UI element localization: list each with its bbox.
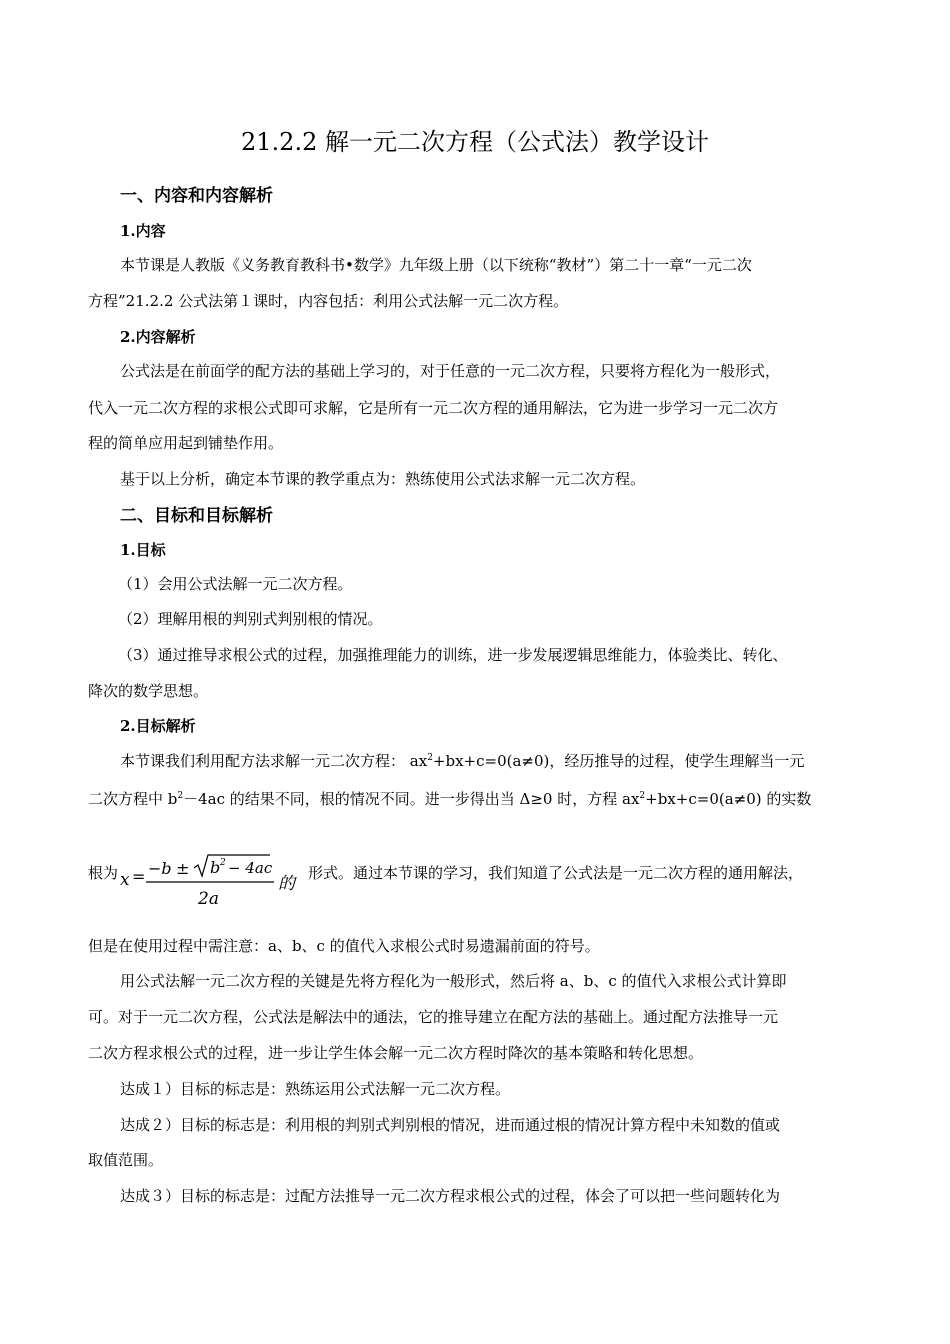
paragraph-line [88,788,868,810]
text-run: 根为 [88,864,119,882]
paragraph-line: 程的简单应用起到铺垫作用。 [88,434,284,452]
paragraph-line: 用公式法解一元二次方程的关键是先将方程化为一般形式，然后将 a、b、c 的值代入求根公式计算即 [120,972,787,990]
subheading-content: 1.内容 [120,222,166,240]
goal-item: （3）通过推导求根公式的过程，加强推理能力的训练，进一步发展逻辑思维能力，体验类比、转化、 [118,646,788,664]
section-heading-1: 一、内容和内容解析 [120,186,273,206]
paragraph-line: 公式法是在前面学的配方法的基础上学习的，对于任意的一元二次方程，只要将方程化为一般形式， [120,362,781,380]
formula-radicand-sup: 2 [220,858,226,868]
goal-item: （2）理解用根的判别式判别根的情况。 [118,610,383,628]
paragraph-line: 形式。通过本节课的学习，我们知道了公式法是一元二次方程的通用解法， [308,864,804,882]
paragraph-line: 二次方程求根公式的过程，进一步让学生体会解一元二次方程时降次的基本策略和转化思想。 [88,1044,704,1062]
page-title: 21.2.2 解一元二次方程（公式法）教学设计 [241,128,709,156]
paragraph-line: 基于以上分析，确定本节课的教学重点为：熟练使用公式法求解一元二次方程。 [120,470,646,488]
paragraph-line: 代入一元二次方程的求根公式即可求解，它是所有一元二次方程的通用解法，它为进一步学习一元二次方 [88,399,779,417]
paragraph-line: 达成１）目标的标志是：熟练运用公式法解一元二次方程。 [120,1080,511,1098]
formula-minus-b: −b [148,859,172,878]
superscript: 2 [427,753,433,763]
paragraph-line: 取值范围。 [88,1151,164,1169]
superscript: 2 [177,791,184,801]
paragraph-line [88,750,900,772]
paragraph-line: 方程”21.2.2 公式法第１课时，内容包括：利用公式法解一元二次方程。 [88,292,569,310]
text-run: +bx+c=0(a≠0) 的实数 [645,790,812,808]
text-run: －4ac 的结果不同，根的情况不同。进一步得出当 Δ≥0 时，方程 ax [183,790,640,808]
section-heading-2: 二、目标和目标解析 [120,506,273,526]
formula-lhs: x [120,870,130,890]
paragraph-line: 达成３）目标的标志是：过配方法推导一元二次方程求根公式的过程，体会了可以把一些问题转化为 [120,1187,781,1205]
paragraph-line: 本节课是人教版《义务教育教科书•数学》九年级上册（以下统称“教材”）第二十一章“一元二次 [120,256,752,274]
text-run: +bx+c=0(a≠0)，经历推导的过程，使学生理解当一元 [432,752,805,770]
formula-pm: ± [176,859,190,878]
formula-radicand-b: b [210,858,221,877]
formula-denominator: 2a [198,889,219,909]
paragraph-line: 降次的数学思想。 [88,682,209,700]
subheading-goal-analysis: 2.目标解析 [120,717,196,735]
paragraph-line: 达成２）目标的标志是：利用根的判别式判别根的情况，进而通过根的情况计算方程中未知数的值或 [120,1116,781,1134]
subheading-goals: 1.目标 [120,541,166,559]
superscript: 2 [639,791,646,801]
subheading-content-analysis: 2.内容解析 [120,328,196,346]
text-run: 二次方程中 b [88,790,178,808]
quadratic-formula [118,852,308,912]
text-run: 本节课我们利用配方法求解一元二次方程： ax [120,752,428,770]
paragraph-line: 可。对于一元二次方程，公式法是解法中的通法，它的推导建立在配方法的基础上。通过配方法推导一元 [88,1008,779,1026]
goal-item: （1）会用公式法解一元二次方程。 [118,575,353,593]
paragraph-line: 但是在使用过程中需注意：a、b、c 的值代入求根公式时易遗漏前面的符号。 [88,937,600,955]
formula-radicand-rest: − 4ac [228,859,273,877]
formula-eq: = [132,867,146,886]
formula-trailing: 的 [278,874,295,894]
